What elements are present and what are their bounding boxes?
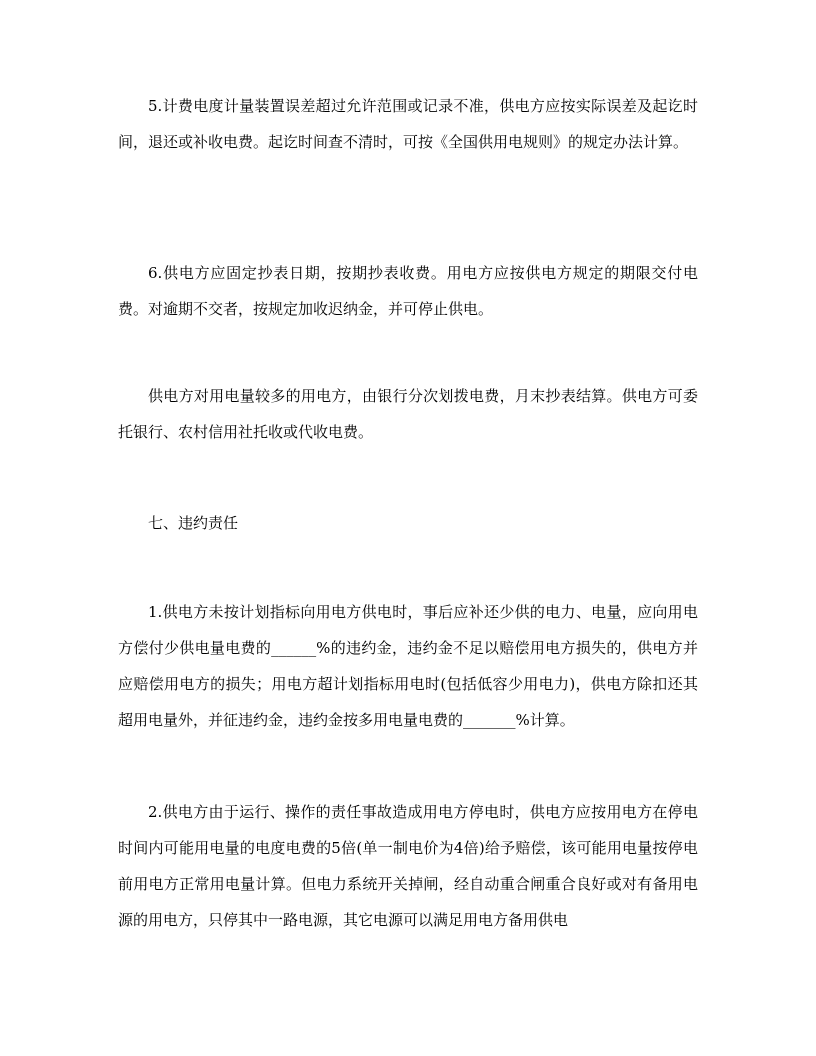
paragraph-bank-transfer: 供电方对用电量较多的用电方，由银行分次划拨电费，月末抄表结算。供电方可委托银行、农村信用社托收或代收电费。 — [118, 387, 698, 441]
section-heading-liability: 七、违约责任 — [148, 514, 239, 532]
paragraph-penalty-supply: 1.供电方未按计划指标向用电方供电时，事后应补还少供的电力、电量，应向用电方偿付少供电量电费的______%的违约金，违约金不足以赔偿用电方损失的，供电方并应赔偿用电方的损失；用电方超计划指标用电时(包括低容少用电力)，供电方除扣还其超用电量外，并征违约金，违约金按多用电量电费的_______%计算。 — [118, 603, 698, 729]
paragraph-meter-reading: 6.供电方应固定抄表日期，按期抄表收费。用电方应按供电方规定的期限交付电费。对逾期不交者，按规定加收迟纳金，并可停止供电。 — [118, 264, 698, 318]
paragraph-billing-meter-error: 5.计费电度计量装置误差超过允许范围或记录不准，供电方应按实际误差及起讫时间，退还或补收电费。起讫时间查不清时，可按《全国供用电规则》的规定办法计算。 — [118, 97, 698, 151]
paragraph-outage-compensation: 2.供电方由于运行、操作的责任事故造成用电方停电时，供电方应按用电方在停电时间内可能用电量的电度电费的5倍(单一制电价为4倍)给予赔偿，该可能用电量按停电前用电方正常用电量计算。但电力系统开关掉闸，经自动重合闸重合良好或对有备用电源的用电方，只停其中一路电源，其它电源可以满足用电方备用供电 — [118, 803, 698, 929]
